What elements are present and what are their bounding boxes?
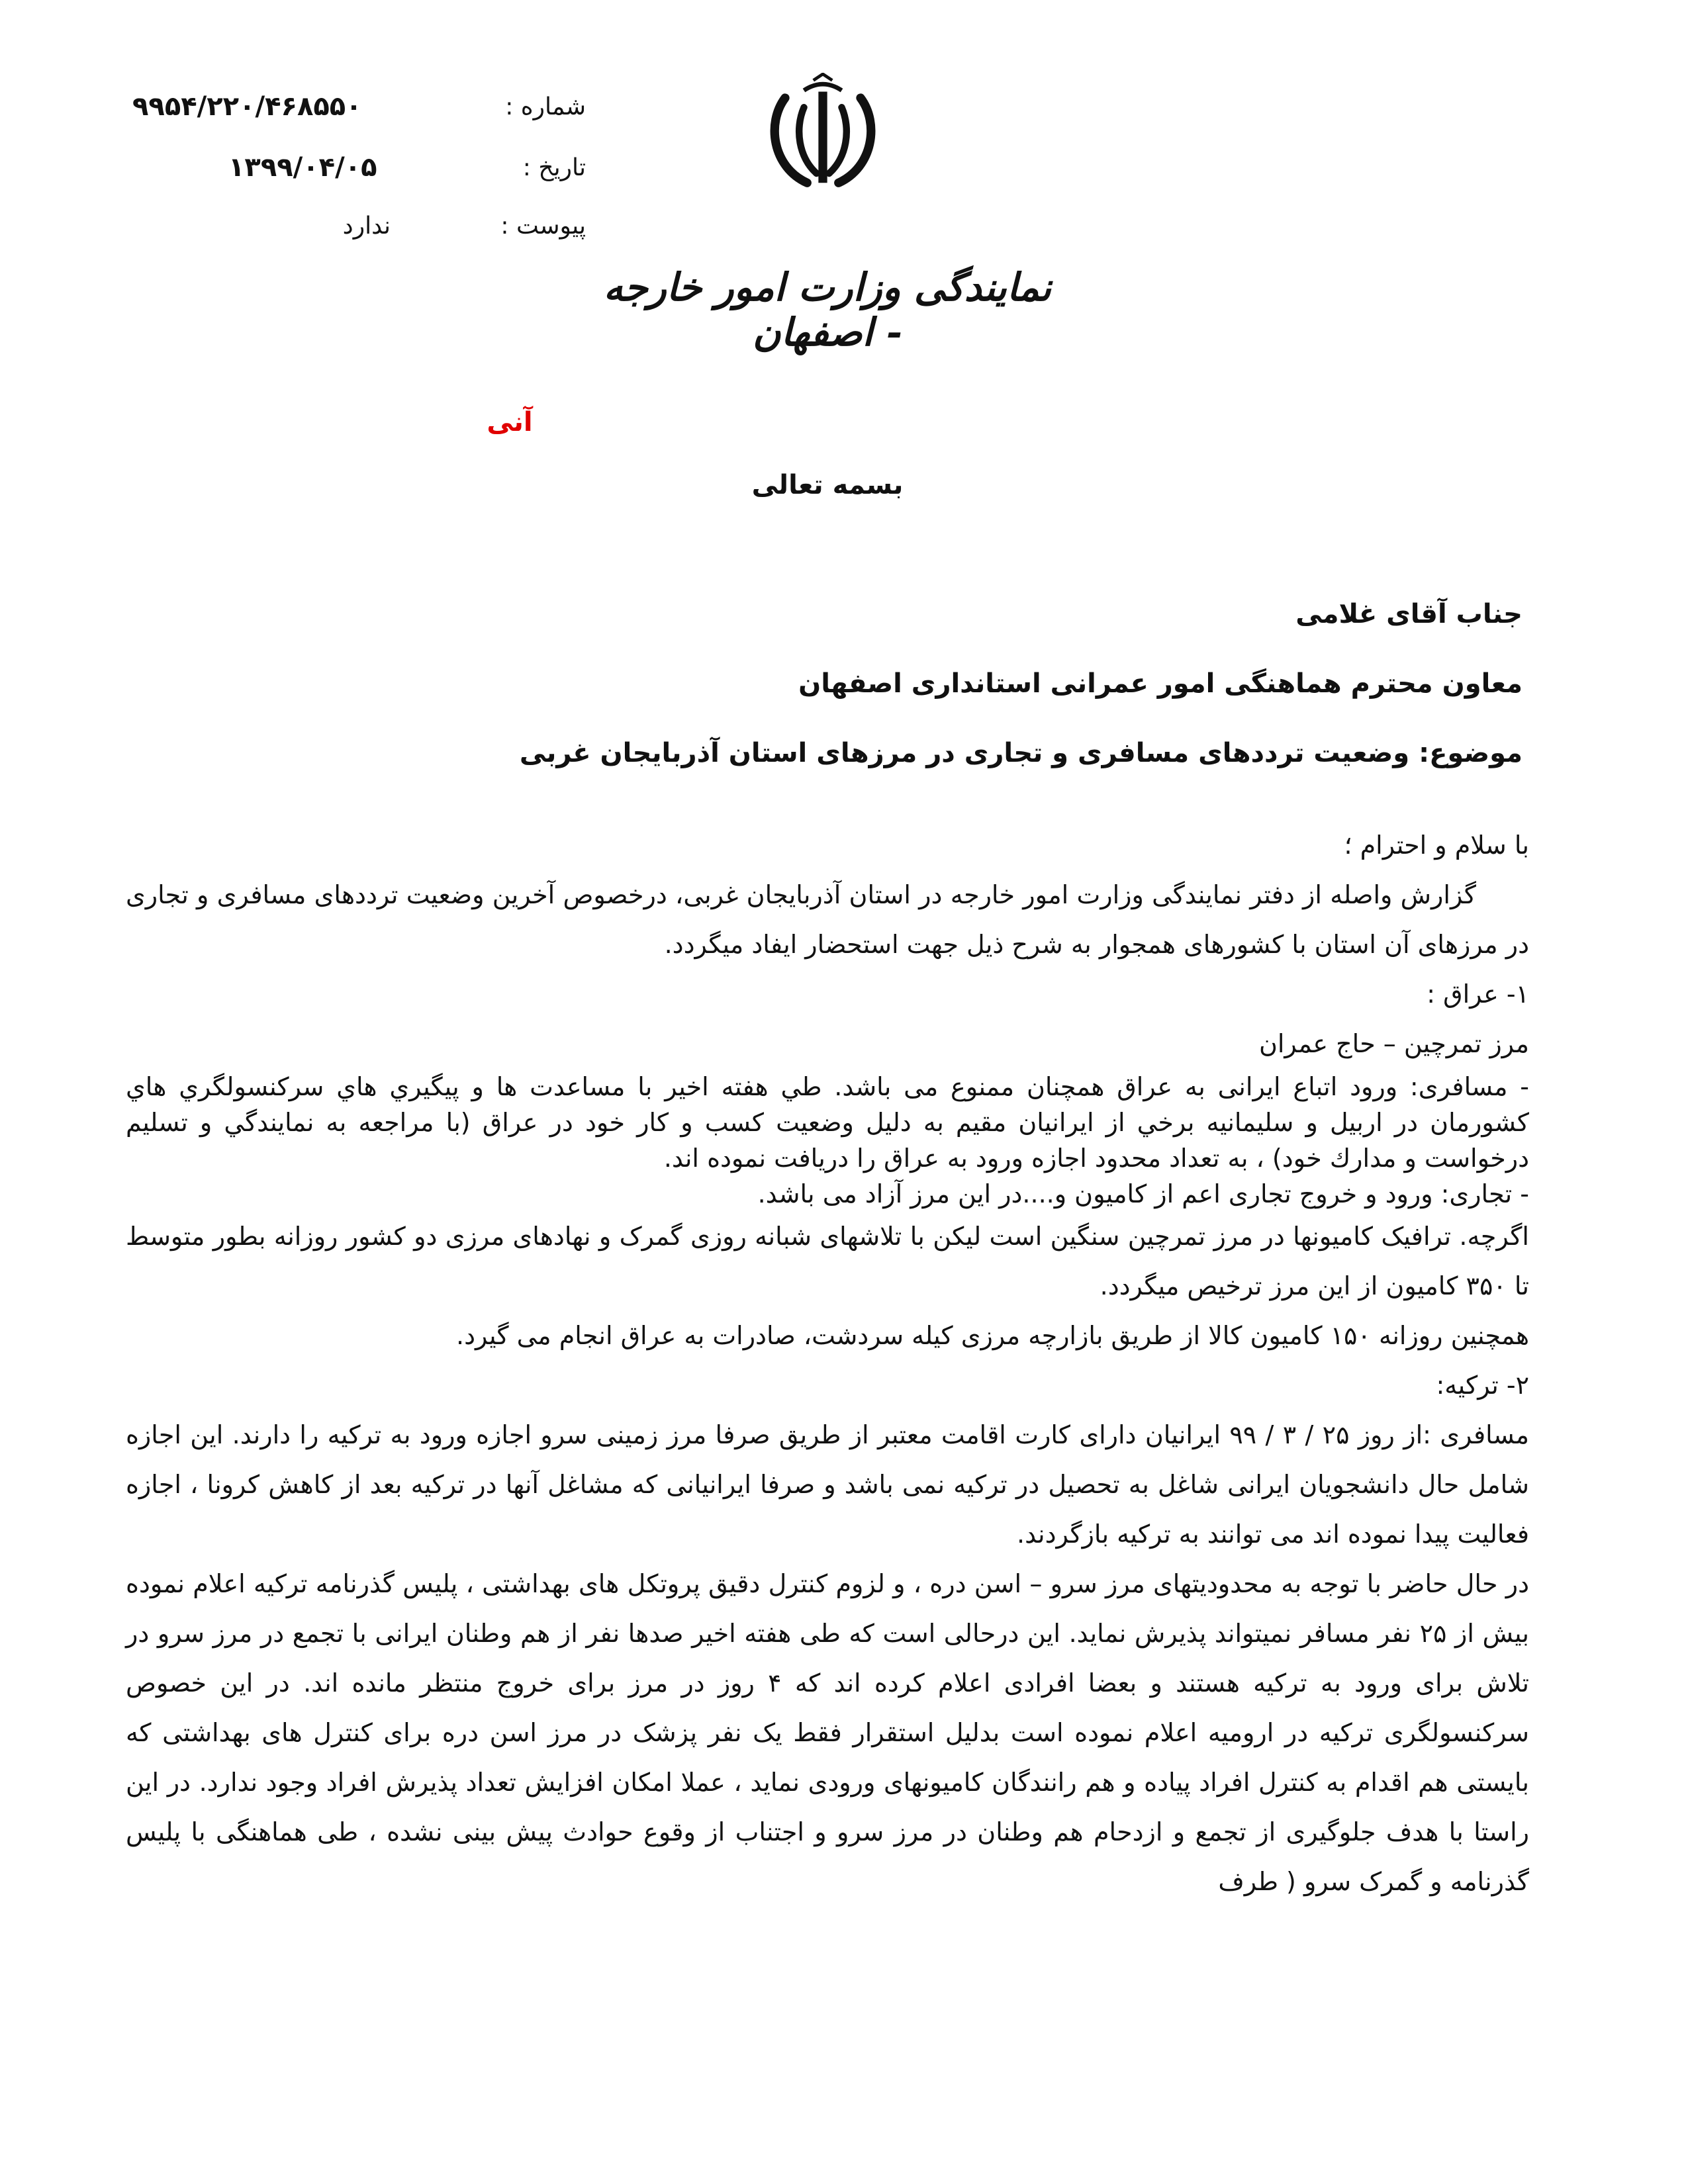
attachment-label: پیوست :	[500, 212, 586, 240]
recipient-title: معاون محترم هماهنگی امور عمرانی استانداری اصفهان	[798, 668, 1523, 699]
intro-paragraph: گزارش واصله از دفتر نمایندگی وزارت امور خارجه در استان آذربایجان غربی، درخصوص آخرین وضعیت ترددهای مسافری و تجاری در مرزهای آن استان با کشورهای همجوار به شرح ذیل جهت استحضار ایفاد میگردد.	[126, 880, 1529, 959]
organization-name: نمایندگی وزارت امور خارجه - اصفهان	[603, 265, 1052, 355]
iraq-border-name: مرز تمرچین – حاج عمران	[1258, 1029, 1529, 1058]
letter-body	[126, 821, 1529, 1907]
number-label: شماره :	[505, 93, 586, 120]
turkey-current-paragraph: در حال حاضر با توجه به محدودیتهای مرز سرو – اسن دره ، و لزوم کنترل دقیق پروتکل های بهداشتی ، پلیس گذرنامه ترکیه اعلام نموده بیش از ۲۵ نفر مسافر نمیتواند پذیرش نماید. این درحالی است که طی هفته اخیر صدها نفر از هم وطنان ایرانی با تجمع در مرز سرو در تلاش برای ورود به ترکیه هستند و بعضا افرادی اعلام کرده اند که ۴ روز در مرز برای خروج منتظر مانده اند. در این خصوص سرکنسولگری ترکیه در ارومیه اعلام نموده است بدلیل استقرار فقط یک نفر پزشک در مرز اسن دره برای کنترل های بهداشتی که بایستی هم اقدام به کنترل افراد پیاده و هم رانندگان کامیونهای ورودی نماید ، عملا امکان افزایش تعداد پذیرش افراد وجود ندارد. در این راستا با هدف جلوگیری از تجمع و ازدحام هم وطنان در مرز سرو و اجتناب از وقوع حوادث پیش بینی نشده ، طی هماهنگی با پلیس گذرنامه و گمرک سرو ( طرف	[126, 1569, 1529, 1896]
turkey-passenger-paragraph: مسافری :از روز ۲۵ / ۳ / ۹۹ ایرانیان دارای کارت اقامت معتبر از طریق صرفا مرز زمینی سرو اجازه ورود به ترکیه را دارند. این اجازه شامل حال دانشجویان ایرانی شاغل به تحصیل در ترکیه نمی باشد و صرفا ایرانیانی که مشاغل آنها در ترکیه بعد از کاهش کرونا ، اجازه فعالیت پیدا نموده اند می توانند به ترکیه بازگردند.	[126, 1420, 1530, 1549]
date-value: ۱۳۹۹/۰۴/۰۵	[228, 152, 377, 183]
iraq-traffic-paragraph: اگرچه. ترافیک کامیونها در مرز تمرچین سنگین است لیکن با تلاشهای شبانه روزی گمرک و نهادهای مرزی دو کشور روزانه بطور متوسط تا ۳۵۰ کامیون از این مرز ترخیص میگردد.	[126, 1222, 1529, 1300]
iran-emblem-icon	[760, 73, 886, 199]
recipient-name: جناب آقای غلامی	[1295, 599, 1523, 629]
basmala: بسمه تعالی	[751, 470, 904, 500]
greeting: با سلام و احترام ؛	[1344, 831, 1529, 860]
iraq-exports-paragraph: همچنین روزانه ۱۵۰ کامیون کالا از طریق بازارچه مرزی کیله سردشت، صادرات به عراق انجام می گیرد.	[456, 1321, 1529, 1350]
iraq-trade-paragraph: - تجاری: ورود و خروج تجاری اعم از کامیون و....در این مرز آزاد می باشد.	[757, 1179, 1529, 1208]
section-turkey-title: ۲- ترکیه:	[1436, 1371, 1529, 1400]
number-value: ۹۹۵۴/۲۲۰/۴۶۸۵۵۰	[132, 91, 362, 122]
attachment-value: ندارد	[342, 212, 391, 240]
section-iraq-title: ۱- عراق :	[1427, 979, 1529, 1009]
urgency-mark: آنی	[487, 407, 533, 437]
iraq-passenger-paragraph: - مسافری: ورود اتباع ایرانی به عراق همچنان ممنوع می باشد. طي هفته اخير با مساعدت ها و پيگيري هاي سركنسولگري هاي كشورمان در اربيل و سليمانيه برخي از ايرانيان مقيم به دليل وضعيت كسب و كار خود در عراق (با مراجعه به نمايندگي و تسليم درخواست و مدارك خود) ، به تعداد محدود اجازه ورود به عراق را دريافت نموده اند.	[126, 1072, 1529, 1173]
subject-line: موضوع: وضعیت ترددهای مسافری و تجاری در مرزهای استان آذربایجان غربی	[519, 738, 1523, 768]
date-label: تاریخ :	[522, 154, 586, 181]
